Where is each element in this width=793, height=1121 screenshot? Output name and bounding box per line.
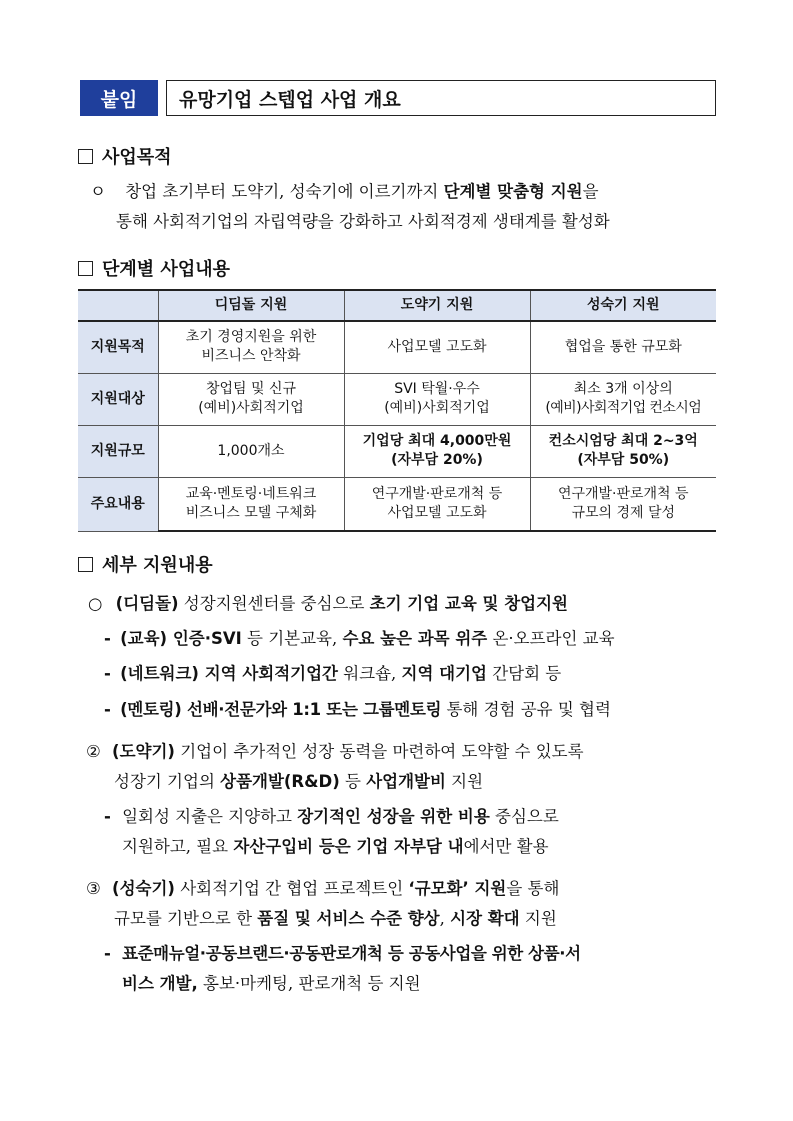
row-label: 지원규모 [78, 425, 158, 477]
cell-line: 창업팀 및 신규 [205, 381, 297, 397]
dash-marker: - [104, 700, 111, 719]
text-run: 성장지원센터를 중심으로 [178, 594, 370, 613]
attachment-badge: 붙임 [80, 80, 158, 116]
text-run: 기업이 추가적인 성장 동력을 마련하여 도약할 수 있도록 [174, 742, 584, 761]
purpose-line-1 [90, 181, 599, 203]
text-run: 성장기 기업의 [114, 772, 221, 791]
text-run: 창업 초기부터 도약기, 성숙기에 이르기까지 [125, 182, 444, 201]
emphasis-text: 비스 개발, [122, 974, 198, 993]
cell-line: 기업당 최대 4,000만원 [362, 433, 512, 449]
emphasis-text: (네트워크) 지역 사회적기업간 [120, 664, 338, 683]
text-run: 사회적기업 간 협업 프로젝트인 [174, 879, 409, 898]
text-run: 온·오프라인 교육 [487, 629, 615, 648]
table-header-cell: 디딤돌 지원 [158, 290, 344, 321]
dash-marker: - [104, 629, 111, 648]
text-run: 규모를 기반으로 한 [114, 909, 258, 928]
section-heading-text: 단계별 사업내용 [102, 259, 230, 280]
title-bar [80, 80, 716, 116]
table-header-cell: 성숙기 지원 [530, 290, 716, 321]
text-run: 지원 [519, 909, 557, 928]
cell-line: 최소 3개 이상의 [573, 381, 673, 397]
checkbox-square-icon [78, 557, 93, 572]
cell-line: 초기 경영지원을 위한 [185, 329, 317, 346]
table-cell [158, 477, 344, 531]
text-run: 통해 경험 공유 및 협력 [441, 700, 611, 719]
cell-line: (자부담 20%) [391, 452, 483, 468]
text-run: 일회성 지출은 지양하고 [122, 807, 298, 826]
emphasis-text: 초기 기업 교육 및 창업지원 [369, 594, 568, 613]
cell-line: 비즈니스 모델 구체화 [185, 504, 317, 521]
table-cell [530, 321, 716, 373]
bullet-marker: ㅇ [90, 182, 106, 201]
emphasis-text: 사업개발비 [366, 772, 446, 791]
table-cell [158, 425, 344, 477]
cell-line: (예비)사회적기업 [198, 400, 304, 416]
emphasis-text: 단계별 맞춤형 지원 [443, 182, 583, 201]
section-heading-text: 사업목적 [102, 147, 172, 168]
emphasis-text: (도약기) [112, 742, 175, 761]
text-run: 지원하고, 필요 [122, 837, 234, 856]
cell-line: (예비)사회적기업 컨소시엄 [545, 400, 702, 416]
emphasis-text: 상품개발(R&D) [220, 772, 340, 791]
table-cell [158, 321, 344, 373]
emphasis-text: ‘규모화’ 지원 [408, 879, 507, 898]
table-cell [344, 373, 530, 425]
text-run: 을 통해 [506, 879, 560, 898]
table-cell [530, 425, 716, 477]
cell-line: 1,000개소 [217, 442, 285, 459]
table-header-cell [78, 290, 158, 321]
detail-item-doyakgi [86, 741, 584, 763]
purpose-line-2: 통해 사회적기업의 자립역량을 강화하고 사회적경제 생태계를 활성화 [116, 212, 610, 231]
table-row [78, 477, 716, 531]
section-heading-details [78, 551, 213, 577]
cell-line: (예비)사회적기업 [384, 400, 490, 416]
section-heading-purpose [78, 143, 172, 169]
row-label: 지원목적 [78, 321, 158, 373]
table-cell [530, 477, 716, 531]
emphasis-text: (멘토링) 선배·전문가와 1:1 또는 그룹멘토링 [120, 700, 442, 719]
bullet-marker: ② [86, 742, 101, 761]
text-run: 지원 [445, 772, 484, 791]
dash-marker: - [104, 807, 111, 826]
stage-table [78, 289, 716, 532]
text-run: 중심으로 [489, 807, 559, 826]
table-row [78, 321, 716, 373]
bullet-marker: ○ [88, 594, 103, 613]
detail-subitem-seongsukgi-line2 [122, 973, 421, 995]
table-row [78, 425, 716, 477]
detail-subitem-mentoring [104, 699, 611, 721]
detail-subitem-education [104, 628, 615, 650]
emphasis-text: 자산구입비 등은 기업 자부담 내 [233, 837, 464, 856]
dash-marker: - [104, 664, 111, 683]
text-run: 홍보·마케팅, 판로개척 등 지원 [197, 974, 421, 993]
emphasis-text: (성숙기) [112, 879, 175, 898]
cell-line: 협업을 통한 규모화 [564, 338, 682, 355]
cell-line: 연구개발·판로개척 등 [371, 485, 503, 502]
emphasis-text: 표준매뉴얼·공동브랜드·공동판로개척 등 공동사업을 위한 상품·서 [122, 944, 581, 963]
text-run: 등 [339, 772, 367, 791]
checkbox-square-icon [78, 261, 93, 276]
text-run: 등 기본교육, [241, 629, 343, 648]
page-title: 유망기업 스텝업 사업 개요 [166, 80, 716, 116]
cell-line: SVI 탁월·우수 [394, 381, 480, 397]
cell-line: (자부담 50%) [577, 452, 670, 468]
detail-subitem-doyakgi-line2 [122, 836, 549, 858]
table-cell [344, 425, 530, 477]
emphasis-text: 지역 대기업 [401, 664, 487, 683]
table-cell [344, 321, 530, 373]
table-header-cell: 도약기 지원 [344, 290, 530, 321]
detail-subitem-doyakgi [104, 806, 559, 828]
checkbox-square-icon [78, 149, 93, 164]
section-heading-stages [78, 255, 230, 281]
row-label: 지원대상 [78, 373, 158, 425]
section-heading-text: 세부 지원내용 [102, 555, 213, 576]
emphasis-text: 시장 확대 [450, 909, 520, 928]
emphasis-text: 품질 및 서비스 수준 향상 [257, 909, 440, 928]
table-cell [344, 477, 530, 531]
cell-line: 사업모델 고도화 [387, 504, 487, 521]
detail-item-seongsukgi-line2 [114, 908, 557, 930]
emphasis-text: 수요 높은 과목 위주 [342, 629, 488, 648]
detail-item-didimdol [88, 593, 568, 615]
dash-marker: - [104, 944, 111, 963]
detail-item-seongsukgi [86, 878, 559, 900]
table-cell [530, 373, 716, 425]
row-label: 주요내용 [78, 477, 158, 531]
text-run: , [439, 909, 451, 928]
bullet-marker: ③ [86, 879, 101, 898]
detail-subitem-network [104, 663, 561, 685]
text-run: 을 [582, 182, 599, 201]
emphasis-text: (교육) 인증·SVI [120, 629, 242, 648]
table-header-row [78, 290, 716, 321]
table-cell [158, 373, 344, 425]
emphasis-text: (디딤돌) [115, 594, 179, 613]
cell-line: 컨소시엄당 최대 2~3억 [548, 433, 698, 449]
emphasis-text: 장기적인 성장을 위한 비용 [297, 807, 490, 826]
cell-line: 사업모델 고도화 [387, 338, 487, 355]
text-run: 에서만 활용 [463, 837, 549, 856]
cell-line: 연구개발·판로개척 등 [557, 485, 689, 502]
cell-line: 교육·멘토링·네트워크 [185, 485, 317, 502]
detail-subitem-seongsukgi [104, 943, 581, 965]
cell-line: 규모의 경제 달성 [571, 504, 676, 521]
cell-line: 비즈니스 안착화 [201, 348, 301, 365]
text-run: 간담회 등 [486, 664, 562, 683]
table-row [78, 373, 716, 425]
detail-item-doyakgi-line2 [114, 771, 483, 793]
text-run: 워크숍, [337, 664, 402, 683]
